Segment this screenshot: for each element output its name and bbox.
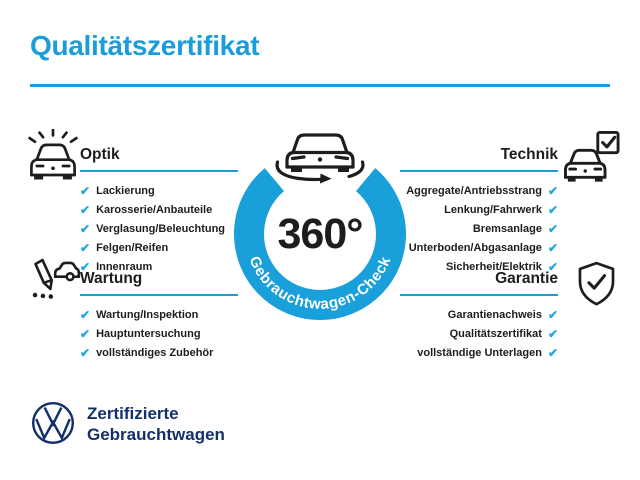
ring-360-badge (230, 122, 410, 332)
section-optik (80, 146, 238, 276)
check-icon: ✔ (547, 183, 558, 198)
list-item-label: Unterboden/Abgasanlage (408, 241, 542, 254)
check-icon: ✔ (547, 259, 558, 274)
check-icon: ✔ (80, 326, 91, 341)
check-icon: ✔ (80, 345, 91, 360)
list-item (400, 181, 558, 200)
section-technik-items (400, 181, 558, 276)
check-icon: ✔ (547, 240, 558, 255)
list-item-label: Sicherheit/Elektrik (445, 260, 542, 273)
section-wartung-title: Wartung (80, 270, 143, 287)
ring-center-value: 360° (277, 210, 363, 258)
section-rule (400, 170, 558, 172)
list-item-label: vollständiges Zubehör (96, 346, 214, 359)
car-shine-icon (26, 129, 80, 185)
list-item-label: Wartung/Inspektion (96, 308, 199, 321)
list-item (400, 238, 558, 257)
brand-text (87, 403, 225, 445)
list-item (400, 219, 558, 238)
list-item-label: Felgen/Reifen (96, 241, 169, 254)
section-wartung-items (80, 305, 238, 362)
list-item-label: Innenraum (96, 260, 153, 273)
list-item (80, 219, 238, 238)
car-checkbox-icon (562, 130, 622, 186)
check-icon: ✔ (547, 326, 558, 341)
shield-check-icon (574, 260, 619, 310)
check-icon: ✔ (80, 202, 91, 217)
list-item (80, 305, 238, 324)
car-rotate-icon (277, 135, 363, 184)
brand-line2: Gebrauchtwagen (87, 425, 225, 444)
check-icon: ✔ (80, 183, 91, 198)
check-icon: ✔ (547, 307, 558, 322)
title-rule (30, 84, 610, 87)
section-rule (80, 294, 238, 296)
section-garantie-title: Garantie (495, 270, 558, 287)
section-garantie (400, 270, 558, 362)
list-item (80, 238, 238, 257)
list-item (400, 343, 558, 362)
section-optik-title: Optik (80, 146, 120, 163)
list-item-label: Bremsanlage (472, 222, 542, 235)
section-rule (400, 294, 558, 296)
list-item (80, 343, 238, 362)
brand-line1: Zertifizierte (87, 404, 179, 423)
section-garantie-items (400, 305, 558, 362)
list-item-label: Lackierung (96, 184, 155, 197)
list-item (400, 305, 558, 324)
list-item-label: Hauptuntersuchung (96, 327, 201, 340)
check-icon: ✔ (80, 221, 91, 236)
check-icon: ✔ (80, 307, 91, 322)
section-technik-title: Technik (500, 146, 558, 163)
list-item-label: Garantienachweis (447, 308, 542, 321)
list-item (80, 181, 238, 200)
check-icon: ✔ (80, 259, 91, 274)
list-item (80, 200, 238, 219)
list-item-label: Aggregate/Antriebsstrang (406, 184, 542, 197)
list-item-label: Lenkung/Fahrwerk (444, 203, 542, 216)
check-icon: ✔ (547, 221, 558, 236)
page-title: Qualitätszertifikat (30, 30, 260, 61)
check-icon: ✔ (547, 202, 558, 217)
pencil-car-icon (25, 255, 81, 308)
section-technik (400, 146, 558, 276)
section-optik-items (80, 181, 238, 276)
check-icon: ✔ (80, 240, 91, 255)
list-item (400, 324, 558, 343)
list-item-label: Verglasung/Beleuchtung (96, 222, 226, 235)
list-item-label: Karosserie/Anbauteile (96, 203, 213, 216)
section-rule (80, 170, 238, 172)
ring-360-graphic (230, 122, 410, 332)
vw-logo (31, 401, 75, 445)
ring-label: Gebrauchtwagen-Check (245, 253, 395, 314)
check-icon: ✔ (547, 345, 558, 360)
list-item (400, 200, 558, 219)
list-item-label: vollständige Unterlagen (417, 346, 542, 359)
section-wartung (80, 270, 238, 362)
list-item (80, 324, 238, 343)
list-item-label: Qualitätszertifikat (449, 327, 542, 340)
